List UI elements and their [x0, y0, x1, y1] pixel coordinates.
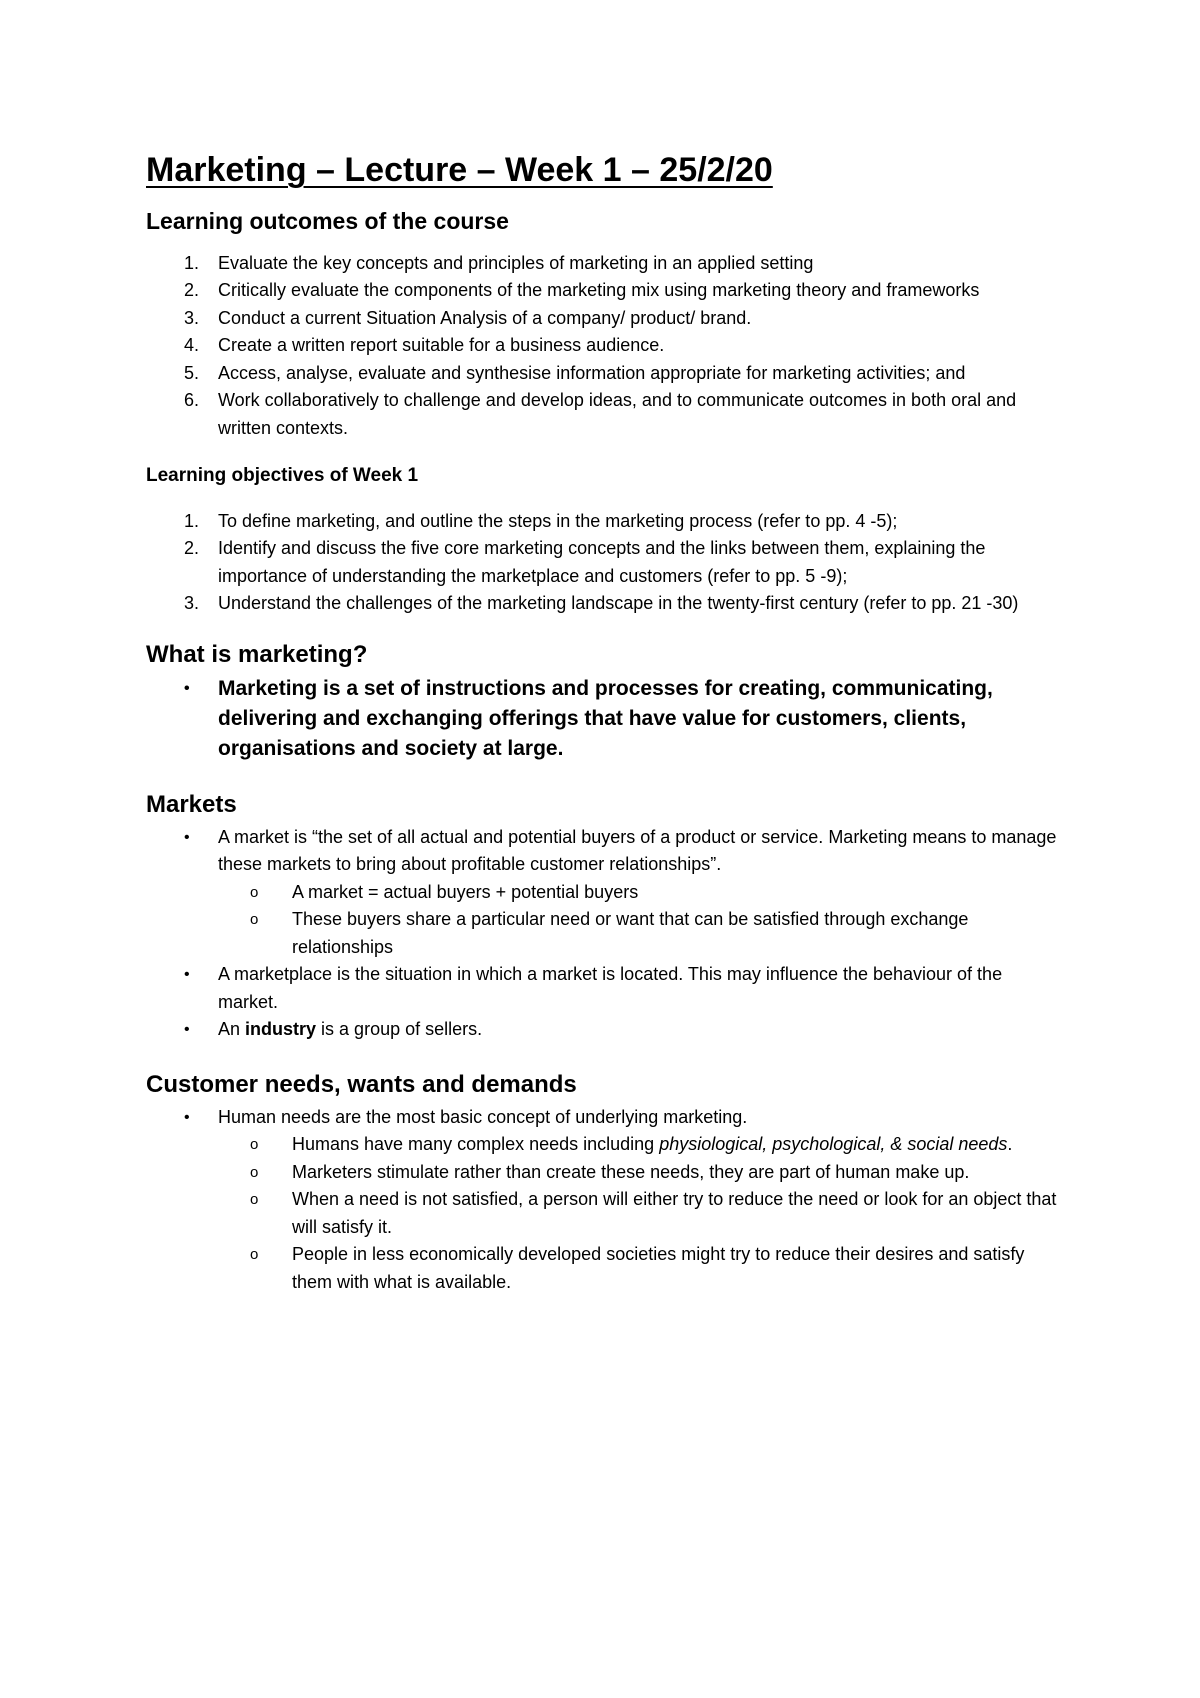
- what-is-marketing-heading: What is marketing?: [146, 640, 368, 668]
- list-item: [146, 360, 1066, 388]
- list-item: [146, 277, 1066, 305]
- list-item: [146, 1016, 1066, 1044]
- sub-bullet-icon: o: [250, 1136, 259, 1154]
- sub-item-text: People in less economically developed societies might try to reduce their desires and satisfy them with what is available.: [292, 1244, 1025, 1292]
- document-page: [146, 150, 1066, 1296]
- customer-needs-heading: Customer needs, wants and demands: [146, 1070, 577, 1098]
- sub-item-text: Marketers stimulate rather than create these needs, they are part of human make up.: [292, 1161, 970, 1182]
- list-item: [146, 590, 1066, 618]
- markets-heading: Markets: [146, 790, 237, 818]
- item-number: 3.: [184, 593, 200, 614]
- sub-item-text: .: [1007, 1134, 1013, 1155]
- item-number: 1.: [184, 510, 200, 531]
- item-number: 5.: [184, 362, 200, 383]
- list-item: [146, 250, 1066, 278]
- sub-list-item: [146, 1131, 1066, 1159]
- sub-bullet-icon: o: [250, 1246, 259, 1264]
- what-is-marketing-list: [146, 674, 1066, 764]
- sub-bullet-icon: o: [250, 1191, 259, 1209]
- list-item: [146, 674, 1066, 764]
- list-item: [146, 824, 1066, 962]
- item-text: Work collaboratively to challenge and develop ideas, and to communicate outcomes in both oral and written contexts.: [218, 390, 1017, 438]
- list-item: [146, 1104, 1066, 1297]
- outcomes-heading: Learning outcomes of the course: [146, 207, 509, 234]
- list-item: [146, 305, 1066, 333]
- item-text: Human needs are the most basic concept of underlying marketing.: [218, 1106, 748, 1127]
- sub-item-text: Humans have many complex needs including: [292, 1134, 660, 1155]
- sub-list-item: [146, 1159, 1066, 1187]
- list-item: [146, 535, 1066, 590]
- needs-types: physiological, psychological, & social needs: [659, 1134, 1008, 1155]
- item-number: 6.: [184, 390, 200, 411]
- item-text: Evaluate the key concepts and principles of marketing in an applied setting: [218, 252, 814, 273]
- document-title: Marketing – Lecture – Week 1 – 25/2/20: [146, 151, 773, 189]
- item-text: A marketplace is the situation in which a market is located. This may influence the behaviour of the market.: [218, 964, 1003, 1012]
- item-text: Marketing is a set of instructions and processes for creating, communicating, delivering and exchanging offerings that have value for customers, clients, organisations and society at large.: [218, 676, 993, 760]
- sub-item-text: These buyers share a particular need or want that can be satisfied through exchange relationships: [292, 909, 969, 957]
- markets-list: [146, 824, 1066, 1044]
- sub-bullet-icon: o: [250, 1163, 259, 1181]
- bullet-icon: •: [184, 828, 190, 846]
- industry-term: industry: [245, 1019, 317, 1040]
- item-text: Access, analyse, evaluate and synthesise information appropriate for marketing activities; and: [218, 362, 966, 383]
- item-number: 2.: [184, 280, 200, 301]
- markets-sublist: [218, 879, 1066, 962]
- item-text: A market is “the set of all actual and potential buyers of a product or service. Marketing means to manage these markets to bring about profitable customer relationships”.: [218, 826, 1057, 875]
- bullet-icon: •: [184, 966, 190, 984]
- item-number: 3.: [184, 307, 200, 328]
- item-text: To define marketing, and outline the steps in the marketing process (refer to pp. 4 -5);: [218, 510, 898, 531]
- customer-needs-sublist: [218, 1131, 1066, 1296]
- item-text: Identify and discuss the five core marketing concepts and the links between them, explaining the importance of understanding the marketplace and customers (refer to pp. 5 -9);: [218, 538, 986, 586]
- list-item: [146, 332, 1066, 360]
- list-item: [146, 387, 1066, 442]
- objectives-list: [146, 508, 1066, 618]
- sub-list-item: [146, 906, 1066, 961]
- bullet-icon: •: [184, 679, 190, 697]
- sub-list-item: [146, 1186, 1066, 1241]
- item-text: Critically evaluate the components of the marketing mix using marketing theory and frameworks: [218, 280, 980, 301]
- item-text: is a group of sellers.: [316, 1019, 483, 1040]
- item-text: An: [218, 1019, 246, 1040]
- item-text: Understand the challenges of the marketing landscape in the twenty-first century (refer to pp. 21 -30): [218, 593, 1019, 614]
- list-item: [146, 961, 1066, 1016]
- item-number: 4.: [184, 335, 200, 356]
- bullet-icon: •: [184, 1021, 190, 1039]
- customer-needs-list: [146, 1104, 1066, 1297]
- objectives-heading: Learning objectives of Week 1: [146, 465, 419, 487]
- bullet-icon: •: [184, 1108, 190, 1126]
- sub-item-text: When a need is not satisfied, a person will either try to reduce the need or look for an object that will satisfy it.: [292, 1189, 1057, 1237]
- item-text: Create a written report suitable for a business audience.: [218, 335, 665, 356]
- sub-bullet-icon: o: [250, 911, 259, 929]
- sub-item-text: A market = actual buyers + potential buyers: [292, 881, 639, 902]
- item-number: 2.: [184, 538, 200, 559]
- sub-list-item: [146, 1241, 1066, 1296]
- list-item: [146, 508, 1066, 536]
- item-text: Conduct a current Situation Analysis of a company/ product/ brand.: [218, 307, 752, 328]
- sub-list-item: [146, 879, 1066, 907]
- sub-bullet-icon: o: [250, 883, 259, 901]
- outcomes-list: [146, 250, 1066, 443]
- item-number: 1.: [184, 252, 200, 273]
